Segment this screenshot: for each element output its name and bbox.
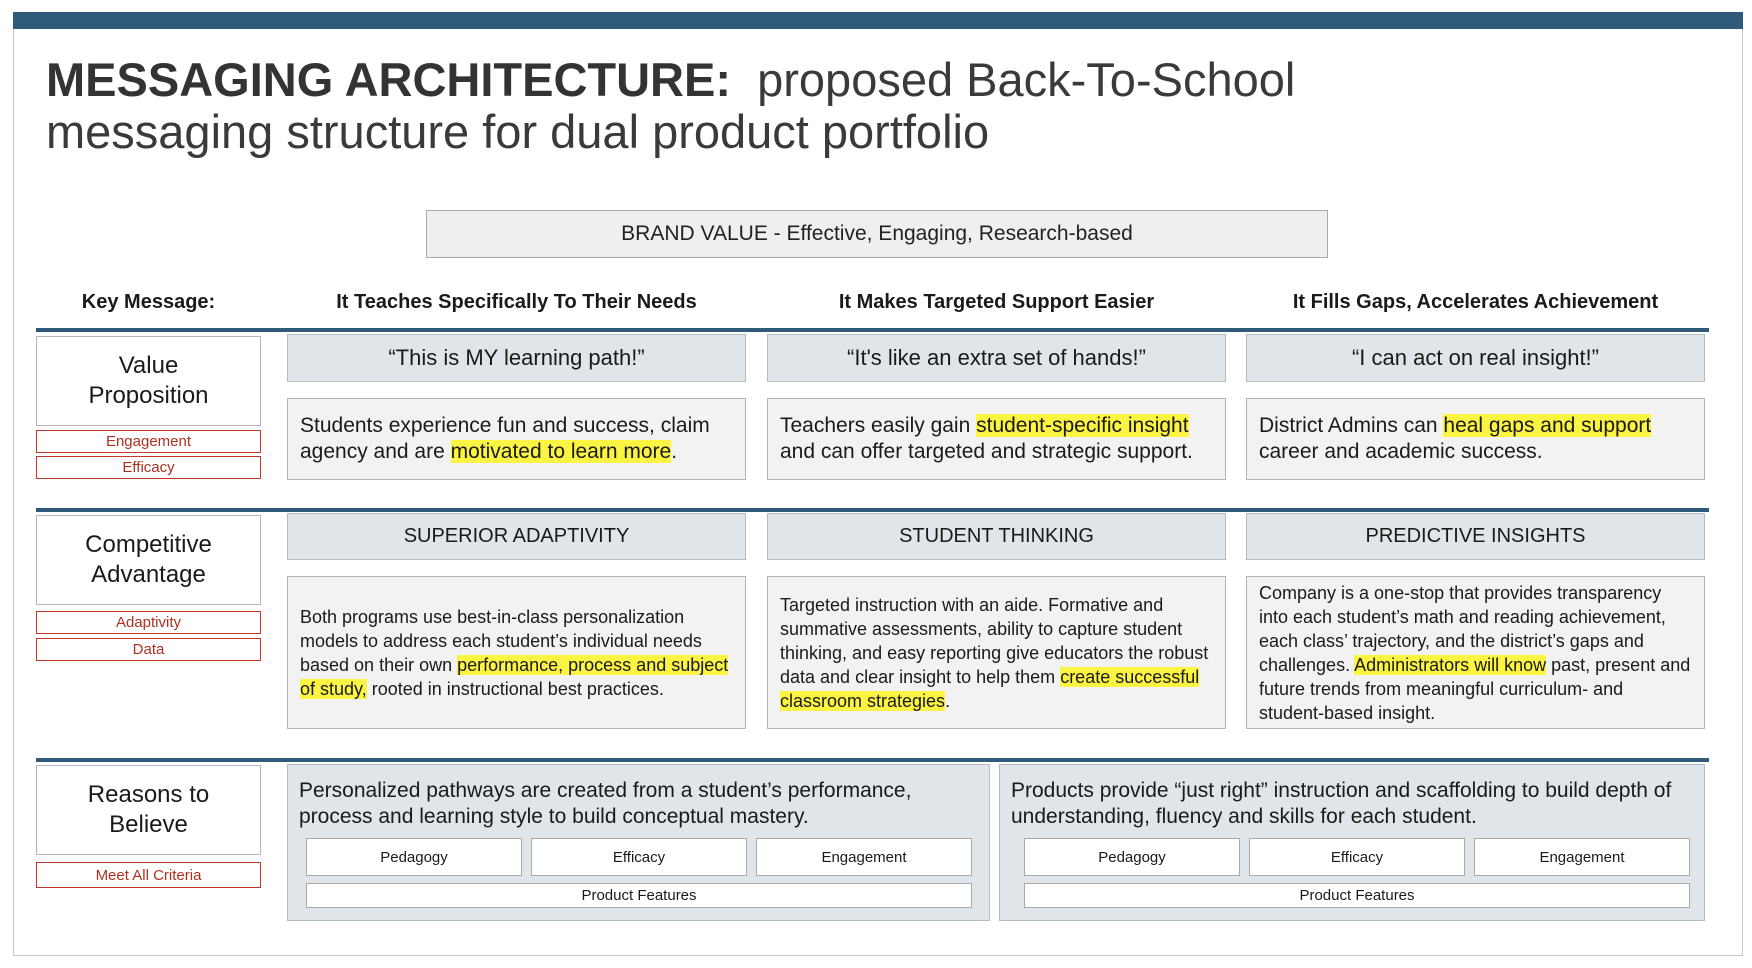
row-label-reasons-to-believe [36, 765, 261, 855]
advantage-body-3 [1246, 576, 1705, 729]
body-text: . [671, 440, 678, 463]
column-header-1: It Teaches Specifically To Their Needs [336, 291, 697, 313]
top-accent-bar [13, 12, 1743, 29]
section-divider [36, 758, 1709, 762]
row-label-line: Believe [109, 811, 188, 838]
advantage-head-3: PREDICTIVE INSIGHTS [1246, 513, 1705, 560]
column-header-3: It Fills Gaps, Accelerates Achievement [1292, 291, 1659, 313]
highlighted-text: performance, process and subject of study, [300, 654, 729, 699]
advantage-head-1: SUPERIOR ADAPTIVITY [287, 513, 746, 560]
tag-engagement: Engagement [36, 430, 261, 453]
pill-engagement: Engagement [756, 838, 972, 876]
pill-product-features: Product Features [1024, 883, 1690, 908]
highlighted-text: motivated to learn more [450, 440, 672, 463]
row-label-line: Competitive [85, 531, 212, 558]
reasons-block-2 [999, 764, 1705, 921]
quote-box-1: “This is MY learning path!” [287, 334, 746, 382]
quote-box-3: “I can act on real insight!” [1246, 334, 1705, 382]
tag-data: Data [36, 638, 261, 661]
advantage-head-2: STUDENT THINKING [767, 513, 1226, 560]
body-text: Company is a one-stop that provides transparency into each student’s math and reading achievement, each class’ trajectory, and the district’s gaps and challenges. [1259, 582, 1666, 675]
body-text: District Admins can [1259, 414, 1444, 437]
row-label-value-proposition [36, 336, 261, 426]
reasons-text-1: Personalized pathways are created from a student’s performance, process and learning style to build conceptual mastery. [299, 779, 912, 828]
highlighted-text: student-specific insight [976, 414, 1189, 437]
tag-efficacy: Efficacy [36, 456, 261, 479]
reasons-text-2: Products provide “just right” instruction and scaffolding to build depth of understanding, fluency and skills for each student. [1011, 779, 1672, 828]
quote-box-2: “It's like an extra set of hands!” [767, 334, 1226, 382]
highlighted-text: heal gaps and support [1443, 414, 1652, 437]
section-divider [36, 508, 1709, 512]
key-message-label: Key Message: [81, 291, 216, 313]
pill-efficacy: Efficacy [1249, 838, 1465, 876]
body-text: rooted in instructional best practices. [366, 678, 664, 699]
body-text: . [945, 690, 951, 711]
body-text: past, present and future trends from meaningful curriculum- and student-based insight. [1259, 654, 1691, 723]
body-text: Students experience fun and success, claim agency and are [300, 414, 710, 463]
advantage-body-1 [287, 576, 746, 729]
pill-product-features: Product Features [306, 883, 972, 908]
value-body-3 [1246, 398, 1705, 480]
brand-value-box: BRAND VALUE - Effective, Engaging, Research-based [426, 210, 1328, 258]
highlighted-text: create successful classroom strategies [780, 666, 1200, 711]
row-label-line: Proposition [88, 382, 209, 409]
title-line1-rest: proposed Back-To-School [757, 53, 1296, 106]
value-body-2 [767, 398, 1226, 480]
body-text: and can offer targeted and strategic support. [780, 440, 1193, 463]
row-label-line: Advantage [91, 561, 206, 588]
pill-pedagogy: Pedagogy [1024, 838, 1240, 876]
pill-efficacy: Efficacy [531, 838, 747, 876]
body-text: Teachers easily gain [780, 414, 977, 437]
pill-pedagogy: Pedagogy [306, 838, 522, 876]
body-text: Targeted instruction with an aide. Formative and summative assessments, ability to capture student thinking, and easy reporting give educators the robust data and clear insight to help them [780, 594, 1209, 687]
value-body-1 [287, 398, 746, 480]
advantage-body-2 [767, 576, 1226, 729]
tag-adaptivity: Adaptivity [36, 611, 261, 634]
row-label-line: Value [118, 352, 179, 379]
page-title [46, 54, 1446, 158]
body-text: career and academic success. [1259, 440, 1543, 463]
tag-meet-all-criteria: Meet All Criteria [36, 862, 261, 888]
row-label-line: Reasons to [87, 781, 210, 808]
title-bold: MESSAGING ARCHITECTURE: [46, 53, 731, 106]
pill-engagement: Engagement [1474, 838, 1690, 876]
row-label-competitive-advantage [36, 515, 261, 605]
reasons-block-1 [287, 764, 990, 921]
section-divider [36, 328, 1709, 332]
body-text: Both programs use best-in-class personalization models to address each student’s individual needs based on their own [300, 606, 702, 675]
title-line2: messaging structure for dual product portfolio [46, 105, 990, 158]
column-header-2: It Makes Targeted Support Easier [838, 291, 1155, 313]
highlighted-text: Administrators will know [1354, 654, 1547, 675]
